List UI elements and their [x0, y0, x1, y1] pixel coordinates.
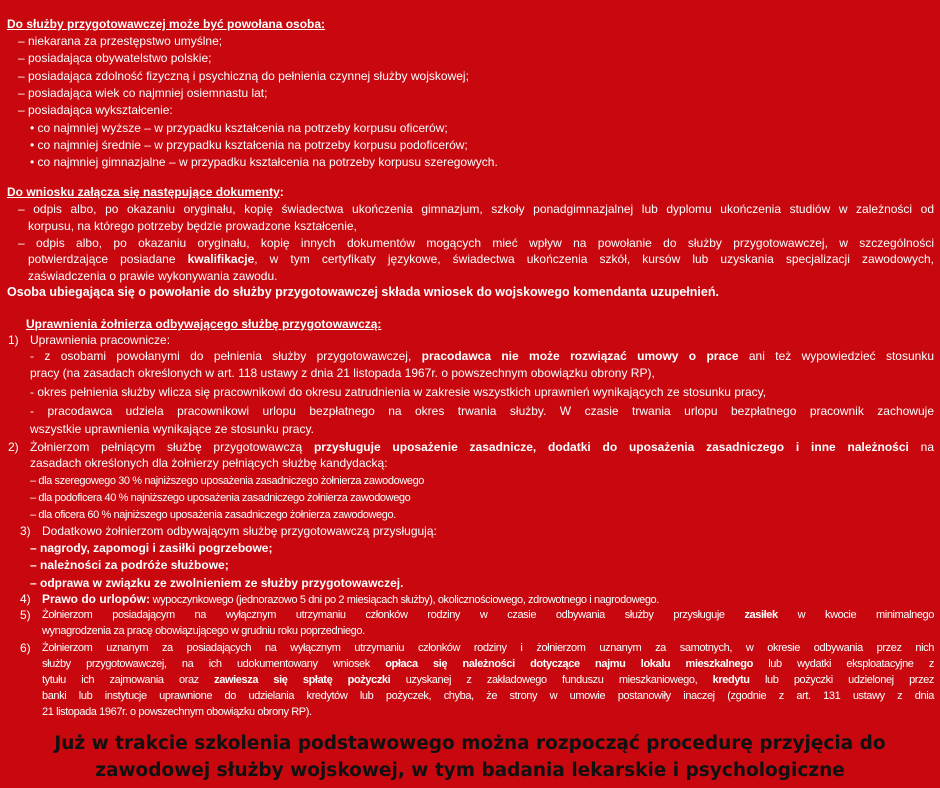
allowance-text: Żołnierzom posiadającym na wyłącznym utrzymaniu członków rodziny w czasie odbywania służby przysługuje: [42, 609, 745, 621]
salary-line: [30, 439, 934, 455]
point-title: Dodatkowo żołnierzom odbywającym służbę przygotowawczą przysługują:: [42, 524, 437, 538]
rights-text: ani też wypowiedzieć stosunku: [738, 349, 935, 363]
allowance-bold: zasiłek: [744, 609, 778, 621]
documents-text: potwierdzające posiadane: [28, 252, 188, 266]
section-heading-documents: [7, 184, 284, 200]
employee-rights-line: wszystkie uprawnienia wynikające ze stosunku pracy.: [30, 422, 314, 436]
salary-line: zasadach określonych dla żołnierzy pełniących służbę kandydacką:: [30, 456, 388, 470]
allowance-line: wynagrodzenia za pracę obowiązującego w grudniu roku poprzedniego.: [42, 625, 365, 637]
footer-title-line: Już w trakcie szkolenia podstawowego można rozpocząć procedurę przyjęcia do: [54, 733, 886, 754]
documents-line: korpusu, na którego potrzeby będzie prowadzone kształcenie,: [28, 219, 357, 233]
footer-title-line: zawodowej służby wojskowej, w tym badania lekarskie i psychologiczne: [95, 760, 845, 781]
allowance-text: w kwocie minimalnego: [777, 609, 934, 621]
point-number: 2): [8, 440, 19, 454]
housing-text: uzyskanej z zakładowego funduszu mieszkaniowego,: [390, 674, 713, 686]
housing-bold: opłaca się należności dotyczące najmu lokalu mieszkalnego: [385, 658, 753, 670]
housing-text: tytułu ich zajmowania oraz: [42, 674, 215, 686]
point-title: Uprawnienia pracownicze:: [30, 333, 171, 347]
housing-line: [42, 672, 934, 688]
bullet-item: • co najmniej średnie – w przypadku kształcenia na potrzeby korpusu podoficerów;: [30, 138, 468, 152]
documents-line: zaświadczenia o prawie wykonywania zawodu.: [28, 269, 278, 283]
additional-item: – nagrody, zapomogi i zasiłki pogrzebowe;: [30, 541, 273, 555]
employee-rights-line: [30, 348, 934, 364]
leave-text: wypoczynkowego (jednorazowo 5 dni po 2 miesiącach służby), okolicznościowego, zdrowotnego i nagrodowego.: [150, 594, 659, 606]
additional-item: – należności za podróże służbowe;: [30, 558, 229, 572]
application-note: Osoba ubiegająca się o powołanie do służby przygotowawczej składa wniosek do wojskowego komendanta uzupełnień.: [7, 285, 719, 299]
point-number: 5): [20, 608, 31, 622]
housing-line: Żołnierzom uznanym za posiadających na wyłącznym utrzymaniu członków rodziny i żołnierzom uznanym za samotnych, w okresie odbywania przez nich: [42, 642, 934, 654]
leave-bold: Prawo do urlopów:: [42, 592, 150, 606]
point-number: 4): [20, 592, 31, 606]
section-heading-rights: Uprawnienia żołnierza odbywającego służbę przygotowawczą:: [26, 317, 382, 331]
salary-bold: przysługuje uposażenie zasadnicze, dodatki do uposażenia zasadniczego i inne należności: [313, 440, 909, 454]
documents-heading-text: Do wniosku załącza się następujące dokumenty: [7, 185, 280, 199]
list-item: – posiadająca zdolność fizyczną i psychiczną do pełnienia czynnej służby wojskowej;: [18, 69, 469, 83]
salary-item: – dla podoficera 40 % najniższego uposażenia zasadniczego żołnierza zawodowego: [30, 492, 411, 504]
point-number: 1): [8, 333, 19, 347]
list-item: – niekarana za przestępstwo umyślne;: [18, 34, 223, 48]
salary-text: na: [908, 440, 934, 454]
housing-text: lub pożyczki udzielonej przez: [749, 674, 934, 686]
point-number: 6): [20, 641, 31, 655]
housing-bold: zawiesza się spłatę pożyczki: [214, 674, 391, 686]
list-item: – posiadająca obywatelstwo polskie;: [18, 51, 212, 65]
employee-rights-line: - pracodawca udziela pracownikowi urlopu bezpłatnego na okres trwania służby. W czasie trwania urlopu bezpłatnego pracownik zachowuje: [30, 404, 934, 418]
point-number: 3): [20, 524, 31, 538]
bullet-item: • co najmniej wyższe – w przypadku kształcenia na potrzeby korpusu oficerów;: [30, 121, 448, 135]
documents-line: – odpis albo, po okazaniu oryginału, kopię innych dokumentów mogących mieć wpływ na powołanie do służby przygotowawczej, w szczególności: [18, 236, 934, 250]
rights-text: - z osobami powołanymi do pełnienia służby przygotowawczej,: [30, 349, 422, 363]
housing-text: lub wydatki eksploatacyjne z: [752, 658, 934, 670]
section-heading-eligibility: Do służby przygotowawczej może być powołana osoba:: [7, 17, 326, 31]
documents-line: [28, 251, 934, 267]
housing-line: 21 listopada 1967r. o powszechnym obowiązku obrony RP).: [42, 706, 312, 718]
documents-bold: kwalifikacje: [187, 252, 255, 266]
salary-item: – dla szeregowego 30 % najniższego uposażenia zasadniczego żołnierza zawodowego: [30, 475, 425, 487]
employee-rights-line: - okres pełnienia służby wlicza się pracownikowi do okresu zatrudnienia w zakresie wszystkich uprawnień wynikających ze stosunku pracy,: [30, 385, 767, 399]
list-item: – posiadająca wiek co najmniej osiemnastu lat;: [18, 86, 268, 100]
salary-text: Żołnierzom pełniącym służbę przygotowawczą: [30, 440, 314, 454]
rights-bold: pracodawca nie może rozwiązać umowy o prace: [421, 349, 739, 363]
salary-item: – dla oficera 60 % najniższego uposażenia zasadniczego żołnierza zawodowego.: [30, 509, 396, 521]
allowance-line: [42, 607, 934, 623]
documents-line: – odpis albo, po okazaniu oryginału, kopię świadectwa ukończenia gimnazjum, szkoły ponadgimnazjalnej lub dyplomu ukończenia studiów w zależności od: [18, 202, 934, 216]
list-item: – posiadająca wykształcenie:: [18, 103, 173, 117]
documents-text: , w tym certyfikaty językowe, świadectwa ukończenia szkół, kursów lub uzyskania specjalizacji zawodowych,: [254, 252, 934, 266]
housing-text: służby przygotowawczej, na ich udokumentowany wniosek: [42, 658, 386, 670]
housing-line: [42, 656, 934, 672]
bullet-item: • co najmniej gimnazjalne – w przypadku kształcenia na potrzeby korpusu szeregowych.: [30, 155, 498, 169]
housing-line: banki lub instytucje uprawnione do udzielania kredytów lub pożyczek, chyba, że strony w umowie postanowiły inaczej (zgodnie z art. 131 ustawy z dnia: [42, 690, 934, 702]
employee-rights-line: pracy (na zasadach określonych w art. 118 ustawy z dnia 21 listopada 1967r. o powszechnym obowiązku obrony RP),: [30, 366, 655, 380]
additional-item: – odprawa w związku ze zwolnieniem ze służby przygotowawczej.: [30, 576, 404, 590]
housing-bold: kredytu: [712, 674, 750, 686]
documents-heading-colon: :: [279, 185, 284, 199]
leave-line: [42, 591, 659, 608]
